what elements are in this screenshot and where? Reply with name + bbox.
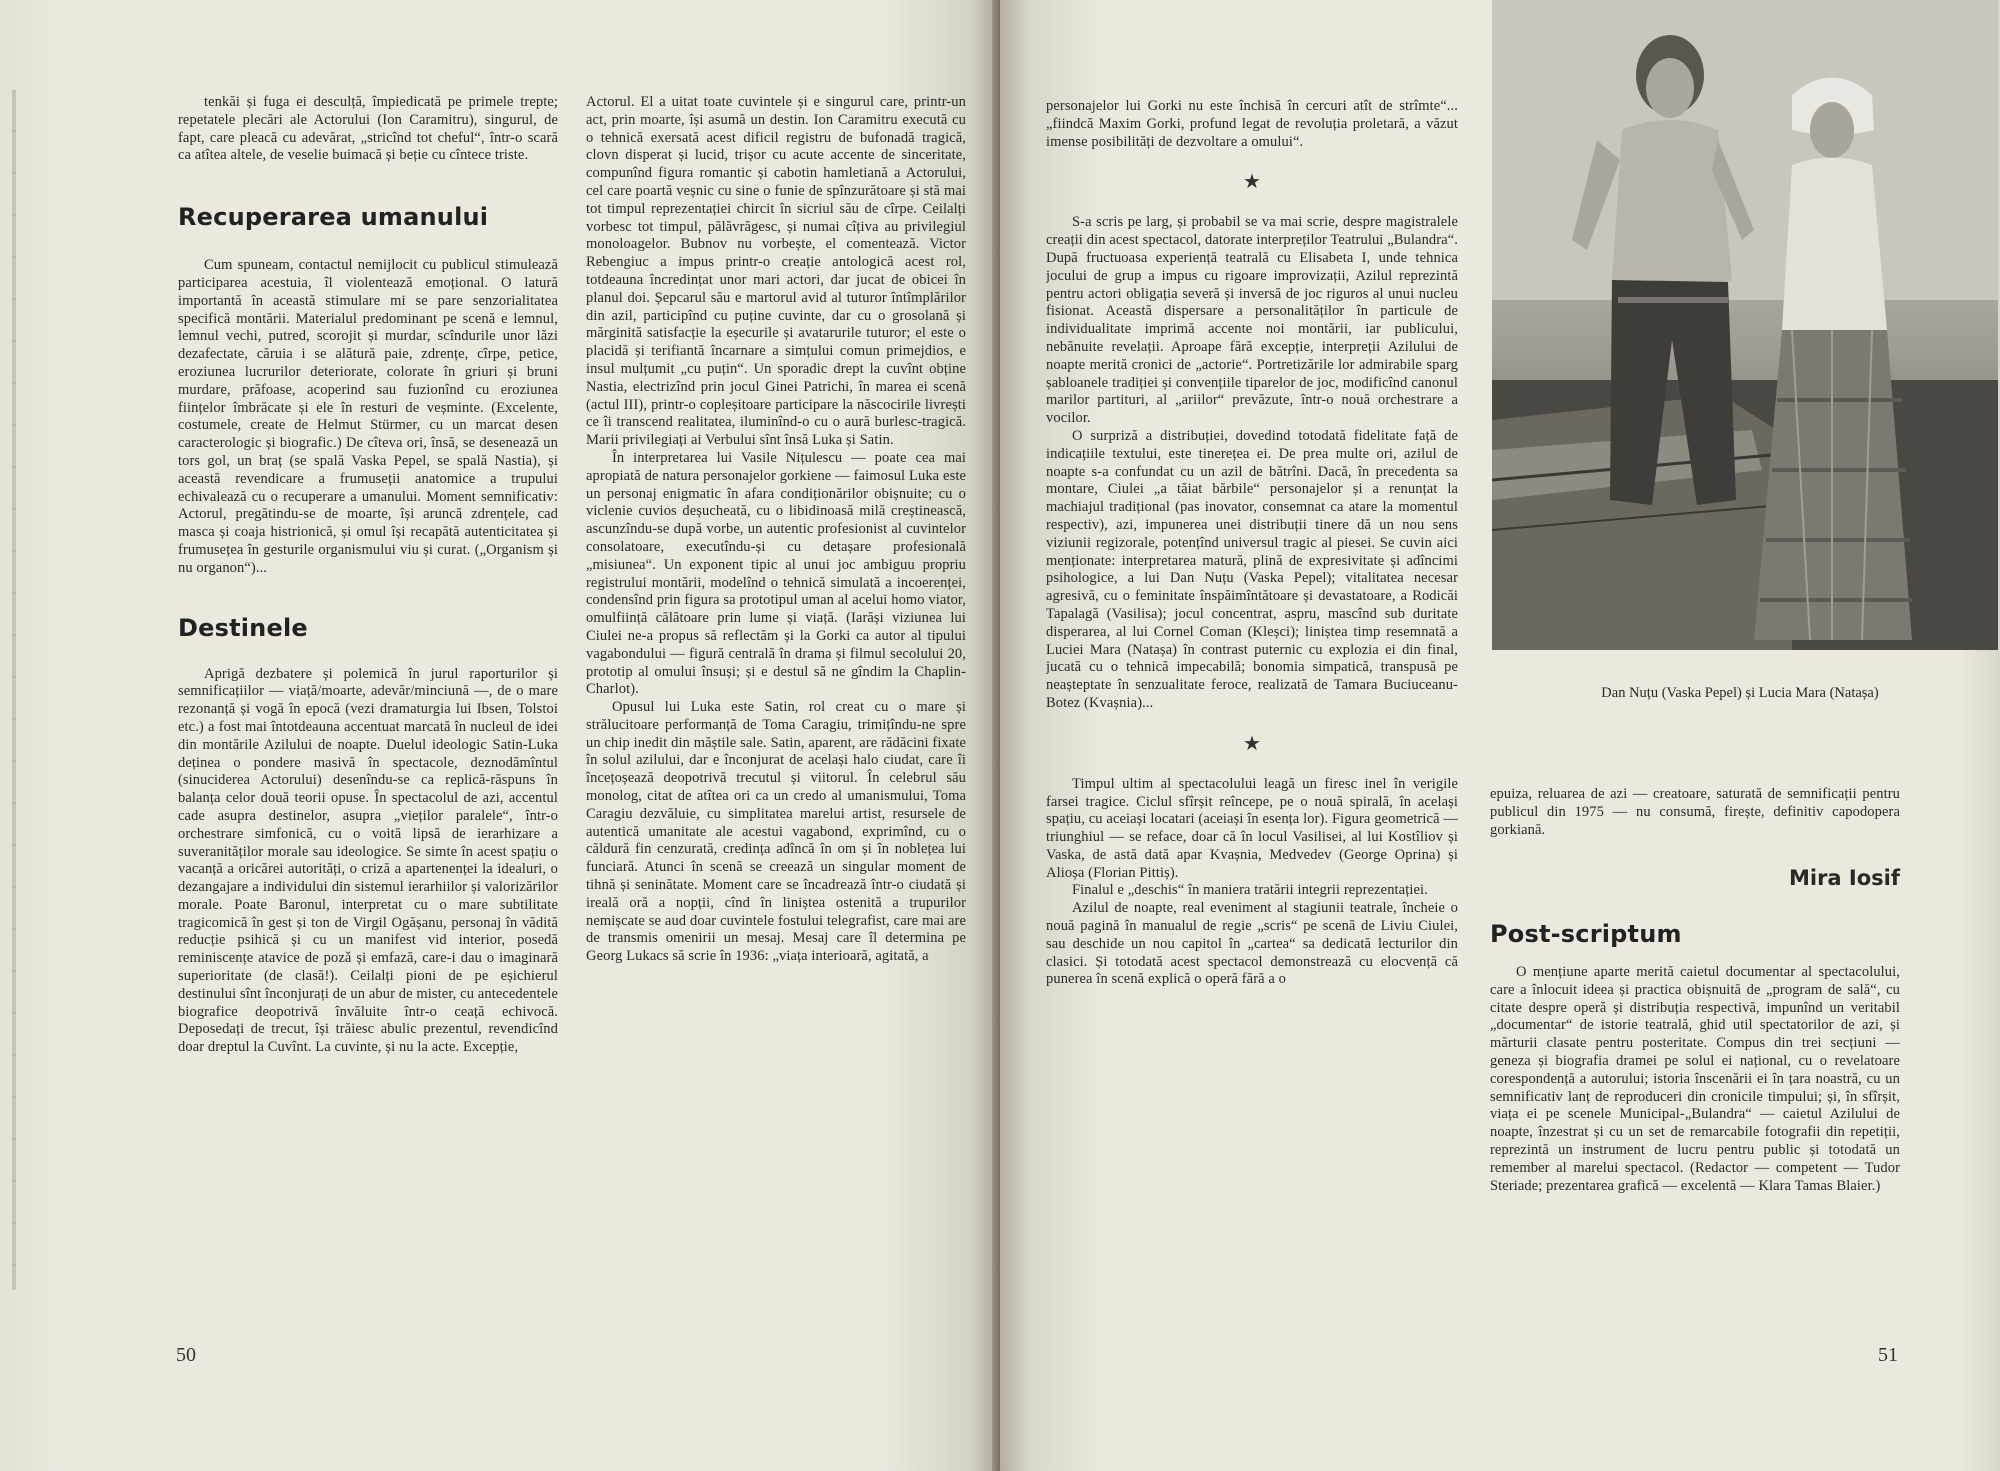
section-heading-recuperarea: Recuperarea umanului xyxy=(178,203,489,232)
page-edge xyxy=(12,90,16,1290)
right-column-2b xyxy=(1490,964,1900,1354)
paragraph: Timpul ultim al spectacolului leagă un firesc inel în verigile farsei tragice. Ciclul sfîrșit reîncepe, pe o nouă spirală, în același spațiu, cu aceiași locatari (aceiași în esența lor). Figura geometrică — triunghiul — se reface, doar că în locul Vasilisei, al lui Kostîliov și Vaska, de astă dată apar Kvașnia, Medvedev (George Oprina) și Alioșa (Florian Pittiș). xyxy=(1046,775,1458,881)
paragraph: În interpretarea lui Vasile Nițulescu — poate cea mai apropiată de natura personajelor gorkiene — faimosul Luka este un personaj enigmatic în afara condiționărilor obișnuite; cu o viclenie cuvios deșucheată, cu o libidinoasă milă creștinească, ascunzîndu-se după vorbe, un autentic profesionist al cuvintelor consolatoare, executîndu-și cu detașare profesională „misiunea“. Un exponent tipic al unui joc ambiguu propriu registrului montării, modelînd o tehnică simulată a incoerenței, condensînd prin figura sa prototipul uman al acelui homo viator, omulființă călătoare prin lume și viață. (Iarăși viziunea lui Ciulei ne-a propus să reflectăm și la Gorki ca autor al tipului vagabondului — figură centrală în drama și filmul secolului 20, prototip al omului însuși; și e destul să ne gîndim la Chaplin-Charlot). xyxy=(586,449,966,698)
section-heading-post-scriptum: Post-scriptum xyxy=(1490,920,1682,948)
photo-illustration xyxy=(1492,0,1998,650)
right-page xyxy=(1000,0,2000,1471)
paragraph: personajelor lui Gorki nu este închisă în cercuri atît de strîmte“... „fiindcă Maxim Gorki, profund legat de revoluția proletară, a văzut imense posibilități de dezvoltare a omului“. xyxy=(1046,98,1458,150)
paragraph: Azilul de noapte, real eveniment al stagiunii teatrale, încheie o nouă pagină în manualul de regie „scris“ pe scenă de Liviu Ciulei, sau deschide un nou capitol în „cartea“ sa dedicată lecturilor din clasici. Și totodată acest spectacol demonstrează cu elocvență că punerea în scenă explică o operă fără a o xyxy=(1046,900,1458,988)
author-signature: Mira Iosif xyxy=(1788,866,1900,890)
section-heading-destinele: Destinele xyxy=(178,613,308,642)
right-column-1 xyxy=(1046,98,1458,1348)
paragraph: O surpriză a distribuției, dovedind totodată fidelitate față de indicațiile textului, este tinerețea ei. De prea multe ori, azilul de noapte s-a confundat cu un azil de bătrîni. Dacă, în precedenta sa montare, Ciulei „a tăiat bărbile“ personajelor și a renunțat la machiajul tradițional (pas inovator, consemnat ca atare la momentul respectiv), azi, impunerea unei distribuții tinere dă un nou sens viziunii regizorale, potențînd universul tragic al piesei. Se cuvin aici menționate: interpretarea matură, plină de expresivitate și adîncimi psihologice, a lui Dan Nuțu (Vaska Pepel); vitalitatea necesar agresivă, cu o feminitate înspăimîntătoare și devastatoare, a Rodicăi Tapalagă (Vasilisa); jocul concentrat, aspru, mascînd sub duritate disperarea, al lui Cornel Coman (Kleșci); liniștea timp resemnată a Luciei Mara (Natașa) în contrast puternic cu explozia ei din final, jucată cu o tehnică impecabilă; bonomia simpatică, transpusă pe neașteptate în senzualitate feroce, realizată de Tamara Buciuceanu-Botez (Kvașnia)... xyxy=(1046,427,1458,711)
page-number-left: 50 xyxy=(176,1344,196,1366)
photo-caption: Dan Nuțu (Vaska Pepel) și Lucia Mara (Natașa) xyxy=(1601,685,1879,701)
paragraph: S-a scris pe larg, și probabil se va mai scrie, despre magistralele creații din acest spectacol, datorate interpreților Teatrului „Bulandra“. După fructuoasa experiență teatrală cu Elisabeta I, unde tehnica jocului de grup a impus cu rigoare improvizații, Azilul reprezintă pentru actori obligația severă și inversă de joc riguros al unui nucleu fisionat. Această dispersare a personalităților în particule de individualitate imprimă accente noi montării, iar publicului, nebănuite revelații. Aproape fără excepție, interpreții Azilului de noapte merită cronici de „actorie“. Portretizările lor admirabile sparg șabloanele tradiției și convențiile tiparelor de joc, modificînd canonul marilor partituri, al „ariilor“ prevăzute, într-o nouă orchestrare a vocilor. xyxy=(1046,214,1458,427)
paragraph: Finalul e „deschis“ în maniera tratării integrii reprezentației. xyxy=(1072,882,1428,899)
section-star: ★ xyxy=(1243,171,1261,194)
paragraph: epuiza, reluarea de azi — creatoare, saturată de semnificații pentru publicul din 1975 — nu consumă, firește, definitiv capodopera gorkiană. xyxy=(1490,786,1900,838)
paragraph: Aprigă dezbatere și polemică în jurul raporturilor și semnificațiilor — viață/moarte, adevăr/minciună —, de o mare rezonanță și vogă în epocă (vezi dramaturgia lui Ibsen, Tolstoi etc.) a fost mai întotdeauna accentuat marcată în nucleul de idei din montările Azilului de noapte. Duelul ideologic Satin-Luka deținea o pondere masivă în spectacole, deznodămîntul (sinuciderea Actorului) desenîndu-se ca replică-răspuns în balanța celor două teorii opuse. În spectacolul de azi, accentul cade asupra destinelor, asupra „vieților paralele“, într-o orchestrare simfonică, cu o voită lipsă de ierarhizare a suveranităților morale sau ideologice. Se simte în acest spațiu o vacanță a oricărei autorități, o criză a apartenenței la idealuri, o dezangajare a individului din sistemul ierarhiilor și valorizărilor morale. Poate Baronul, interpretat cu o mare subtilitate tragicomică în gest și ton de Virgil Ogășanu, personaj în vădită reducție psihică și cu un manifest vid interior, posedă reminiscențe atavice de pozǎ și emfază, care-i dau o imaginară superioritate (de clasă!). Ceilalți pioni de pe eșichierul destinului sînt înconjurați de un abur de mister, cu antecedentele biografice deopotrivă învăluite într-o ceață echivocă. Deposedați de trecut, își trăiesc abulic prezentul, revendicînd doar dreptul la Cuvînt. La cuvinte, și nu la acte. Excepție, xyxy=(178,665,558,1056)
section-star: ★ xyxy=(1243,732,1261,755)
left-column-1 xyxy=(178,94,558,1334)
page-number-right: 51 xyxy=(1878,1344,1898,1366)
paragraph: Opusul lui Luka este Satin, rol creat cu o mare și strălucitoare performanță de Toma Caragiu, trimițîndu-ne spre un chip inedit din măștile sale. Satin, aparent, are rădăcini fixate în solul azilului, dar e înconjurat de același halo ciudat, care îi încețoșează deopotrivă trecutul și viitorul. În celebrul său monolog, citat de atîtea ori ca un credo al umanismului, Toma Caragiu dezvăluie, cu simplitatea marelui artist, resursele de autentică umanitate ale acestui vagabond, exprimînd, cu o căldură fin cenzurată, credința adîncă în om și în noblețea lui funciară. Atunci în scenă se creează un singular moment de tihnă și seninătate. Moment care se încadrează într-o ciudată și ireală oră a nopții, cînd în liniștea ostenită a trupurilor nemișcate se aud doar cuvintele fostului telegrafist, care mai are de transmis omenirii un mesaj. Mesaj care îl determina pe Georg Lukacs să scrie în 1936: „viața interioară, agitată, a xyxy=(586,699,966,965)
paragraph: O mențiune aparte merită caietul documentar al spectacolului, care a înlocuit ideea și practica obișnuită de „program de sală“, cu citate despre operă și distribuția respectivă, impunînd un veritabil „documentar“ de istorie teatrală, ghid util spectatorilor de azi, și mărturii clasate pentru posteritate. Compus din trei secțiuni — geneza și biografia dramei pe solul ei național, cu o revelatoare corespondență a autorului; istoria înscenării ei în țara noastră, cu un semnificativ lanț de reproduceri din cronicile timpului; și, în sfîrșit, viața ei pe scenele Municipal-„Bulandra“ — caietul Azilului de noapte, înzestrat și cu un set de remarcabile fotografii din repetiții, reprezintă un instrument de lucru pentru public și totodată un remember al marelui spectacol. (Redactor — competent — Tudor Steriade; prezentarea grafică — excelentă — Klara Tamas Blaier.) xyxy=(1490,964,1900,1194)
production-photo xyxy=(1492,0,1998,650)
left-column-2 xyxy=(586,94,966,1334)
paragraph: Actorul. El a uitat toate cuvintele și e singurul care, printr-un act, prin moarte, își asumă un destin. Ion Caramitru execută cu o tehnică exersată acest dificil registru de bufonadă tragică, clovn disperat și lucid, trișor cu acute accente de sinceritate, compunînd figura romantic și cabotin hamletiană a Actorului, cel care poartă veșnic cu sine o funie de spînzurătoare și stă mai tot timpul reprezentației chircit în sicriul său de cîrpe. Ceilalți vorbesc tot timpul, pălăvrăgesc, și numai cîțiva au privilegiul monoloagelor. Bubnov nu vorbește, el comentează. Victor Rebengiuc a impus printr-o creație antologică acest rol, totdeauna încredințat unor mari actori, dar jucat de obicei în planul doi. Șepcarul său e martorul avid al tuturor întîmplărilor din azil, participînd cu puține cuvinte, dar cu o grosolană și mărginită satisfacție la eșecurile și avatarurile tuturor; el este o placidă și terifiantă încarnare a simțului comun primejdios, e insul mulțumit „cu puțin“. Un sporadic drept la cuvînt obține Nastia, electrizînd prin jocul Ginei Patrichi, în marea ei scenă (actul III), printr-o copleșitoare participare la născocirile livrești ce îi transcend realitatea, iluminînd-o cu o aură burlesc-tragică. Marii privilegiați ai Verbului sînt însă Luka și Satin. xyxy=(586,94,966,449)
paragraph: tenkăi și fuga ei desculță, împiedicată pe primele trepte; repetatele plecări ale Actorului (Ion Caramitru), singurul, de fapt, care pleacă cu adevărat, „stricînd tot cheful“, într-o scară ca atîtea altele, de veselie buimacă și beție cu cîntece triste. xyxy=(178,94,558,164)
paragraph: Cum spuneam, contactul nemijlocit cu publicul stimulează participarea acestuia, îl violentează emoțional. O latură importantă în această stimulare mi se pare senzorialitatea specifică montării. Materialul predominant pe scenă e lemnul, lemnul vechi, putred, scorojit și murdar, scîndurile unor lăzi dezafectate, căruia i se alătură paie, zdrențe, cîrpe, petice, eroziunea lucrurilor deteriorate, colorate în griuri și bruni murdare, prăfoase, acoperind sau fuzionînd cu eroziunea ființelor îmbrăcate și ele în resturi de veșminte. (Excelente, costumele, create de Helmut Stürmer, cu un marcat desen caracterologic și biografic.) De cîteva ori, însă, se desenează un tors gol, un braț (se spală Vaska Pepel, se spală Nastia), și această revendicare a frumuseții anatomice a trupului echivalează cu o recuperare a umanului. Moment semnificativ: Actorul, pregătindu-se de moarte, își aruncă zdrențele, cad masca și coaja histrionică, și omul își recapătă autenticitatea și frumusețea în gesturile organismului viu și curat. („Organism și nu organon“)... xyxy=(178,257,558,576)
